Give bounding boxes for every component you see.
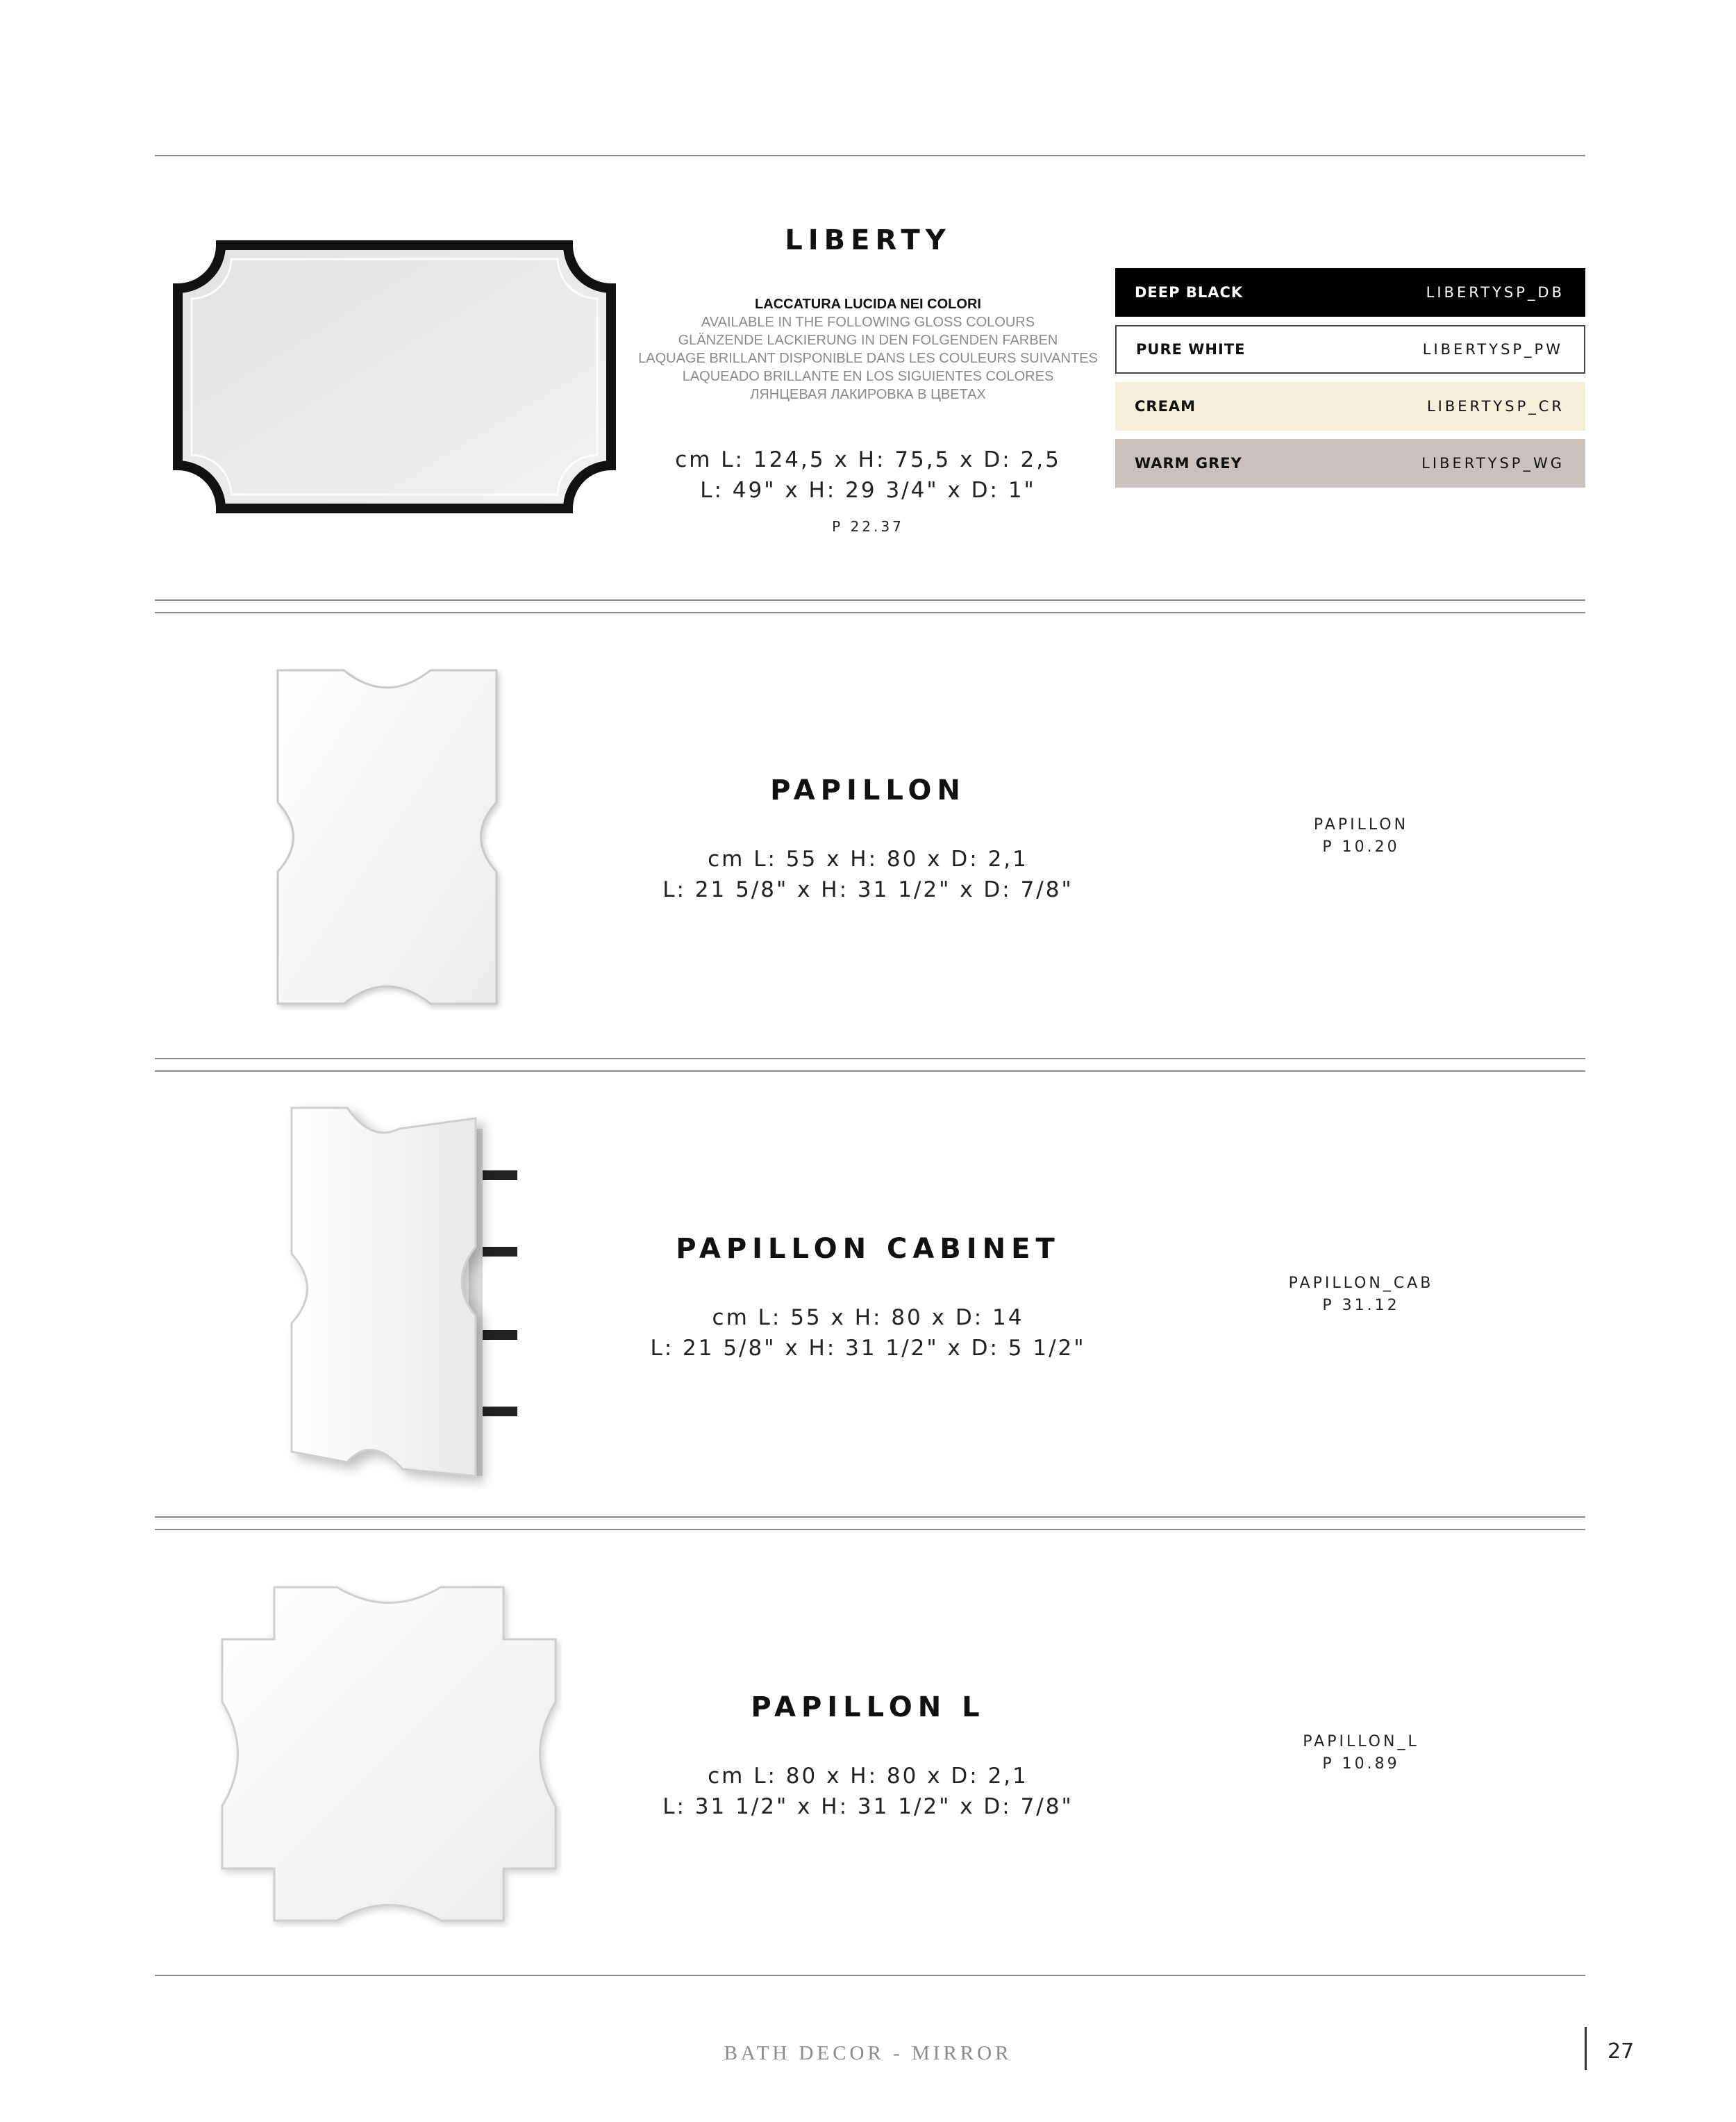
dimensions-papillon-cabinet: [590, 1302, 1146, 1363]
product-code: PAPILLON_L: [1303, 1733, 1419, 1750]
dimensions-cm: cm L: 124,5 x H: 75,5 x D: 2,5: [675, 447, 1061, 472]
dimensions-cm: cm L: 55 x H: 80 x D: 2,1: [708, 847, 1028, 872]
papillon-cabinet-image: [281, 1101, 531, 1490]
swatch-warm-grey: [1115, 439, 1585, 488]
footer-section-title: BATH DECOR - MIRROR: [724, 2042, 1012, 2064]
gloss-colours-note: [625, 295, 1111, 404]
product-price: P 10.89: [1322, 1755, 1400, 1773]
dimensions-papillon-l: [590, 1761, 1146, 1822]
top-divider: [155, 155, 1585, 156]
swatch-deep-black: [1115, 268, 1585, 317]
swatch-pure-white: [1115, 325, 1585, 374]
colour-swatch-list: [1115, 268, 1585, 496]
divider-1a: [155, 599, 1585, 601]
page-number: 27: [1608, 2039, 1635, 2064]
product-title-papillon: PAPILLON: [770, 774, 966, 806]
gloss-line-en: AVAILABLE IN THE FOLLOWING GLOSS COLOURS: [701, 315, 1035, 330]
product-title-liberty: LIBERTY: [785, 224, 951, 256]
product-code: PAPILLON_CAB: [1288, 1275, 1434, 1292]
code-block-papillon-l: [1222, 1731, 1500, 1775]
dimensions-inch: L: 21 5/8" x H: 31 1/2" x D: 5 1/2": [650, 1336, 1086, 1361]
dimensions-inch: L: 31 1/2" x H: 31 1/2" x D: 7/8": [662, 1794, 1074, 1819]
swatch-cream: [1115, 382, 1585, 431]
divider-1b: [155, 612, 1585, 613]
gloss-line-es: LAQUEADO BRILLANTE EN LOS SIGUIENTES COLORES: [682, 369, 1054, 384]
swatch-code: LIBERTYSP_DB: [1426, 284, 1564, 301]
code-block-papillon: [1222, 814, 1500, 859]
page-number-divider: [1585, 2027, 1587, 2070]
liberty-mirror-image: [172, 240, 617, 514]
dimensions-inch: L: 21 5/8" x H: 31 1/2" x D: 7/8": [662, 877, 1074, 902]
papillon-l-mirror-image: [215, 1580, 562, 1928]
divider-3b: [155, 1529, 1585, 1530]
product-price: P 10.20: [1322, 838, 1400, 856]
dimensions-papillon: [590, 844, 1146, 905]
dimensions-cm: cm L: 80 x H: 80 x D: 2,1: [708, 1764, 1028, 1789]
code-block-papillon-cabinet: [1222, 1273, 1500, 1317]
swatch-name: DEEP BLACK: [1135, 284, 1244, 301]
product-code: PAPILLON: [1313, 816, 1409, 834]
bottom-divider: [155, 1975, 1585, 1976]
divider-2b: [155, 1070, 1585, 1072]
product-title-papillon-cabinet: PAPILLON CABINET: [676, 1233, 1060, 1265]
gloss-heading: LACCATURA LUCIDA NEI COLORI: [755, 297, 981, 312]
papillon-mirror-image: [267, 663, 510, 1011]
swatch-code: LIBERTYSP_PW: [1422, 341, 1563, 358]
gloss-line-de: GLÄNZENDE LACKIERUNG IN DEN FOLGENDEN FARBEN: [678, 333, 1058, 348]
divider-3a: [155, 1516, 1585, 1518]
swatch-code: LIBERTYSP_CR: [1426, 398, 1564, 415]
gloss-line-ru: ЛЯНЦЕВАЯ ЛАКИРОВКА В ЦВЕТАХ: [750, 387, 986, 402]
swatch-name: WARM GREY: [1135, 455, 1242, 472]
swatch-name: PURE WHITE: [1136, 341, 1246, 358]
price-liberty: P 22.37: [832, 518, 904, 535]
dimensions-cm: cm L: 55 x H: 80 x D: 14: [712, 1305, 1024, 1330]
divider-2a: [155, 1058, 1585, 1059]
gloss-line-fr: LAQUAGE BRILLANT DISPONIBLE DANS LES COULEURS SUIVANTES: [638, 351, 1098, 366]
swatch-name: CREAM: [1135, 398, 1196, 415]
dimensions-liberty: [590, 445, 1146, 506]
product-price: P 31.12: [1322, 1297, 1400, 1314]
product-title-papillon-l: PAPILLON L: [751, 1691, 985, 1723]
swatch-code: LIBERTYSP_WG: [1421, 455, 1564, 472]
dimensions-inch: L: 49" x H: 29 3/4" x D: 1": [700, 478, 1036, 503]
